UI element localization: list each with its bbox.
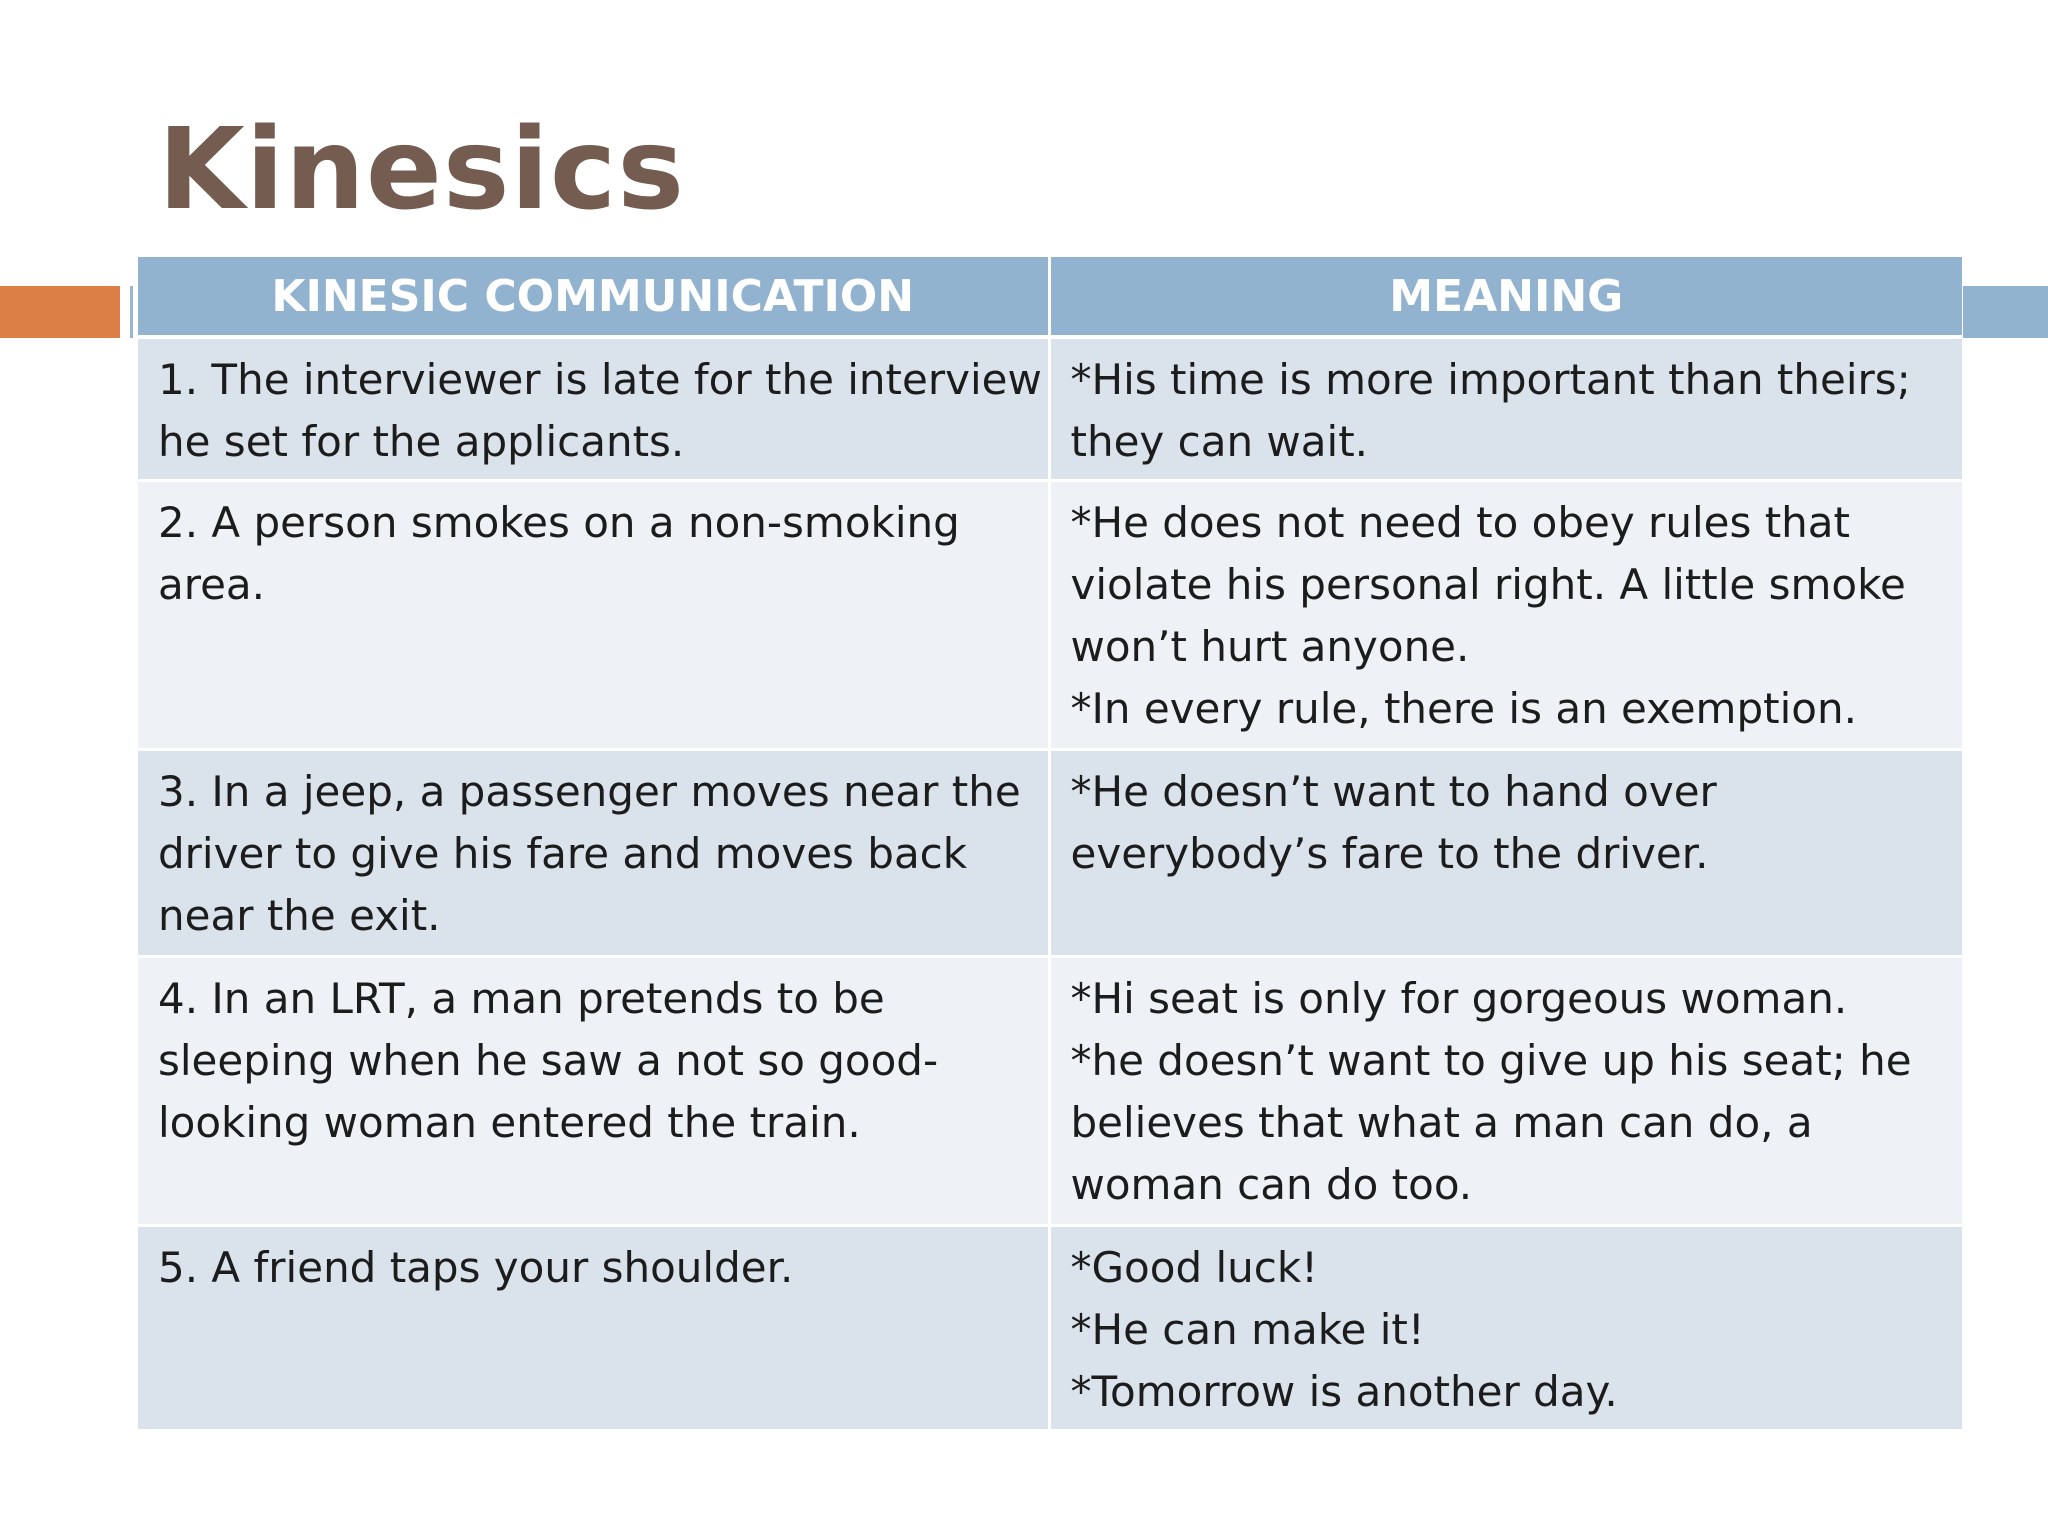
accent-tick-left xyxy=(130,286,133,338)
kinesics-table xyxy=(138,257,1962,1432)
cell-line: *He can make it! xyxy=(1070,1305,1425,1354)
table-row xyxy=(138,1226,1962,1431)
cell-line: looking woman entered the train. xyxy=(158,1098,861,1147)
cell-line: 4. In an LRT, a man pretends to be xyxy=(158,974,885,1023)
table-header-row xyxy=(138,257,1962,337)
cell-line: *He doesn’t want to hand over xyxy=(1070,767,1717,816)
cell-line: believes that what a man can do, a xyxy=(1070,1098,1813,1147)
communication-cell xyxy=(138,337,1049,481)
cell-line: *Good luck! xyxy=(1070,1243,1318,1292)
communication-cell xyxy=(138,1226,1049,1431)
cell-line: violate his personal right. A little smoke xyxy=(1070,560,1906,609)
cell-line: *In every rule, there is an exemption. xyxy=(1070,684,1857,733)
cell-line: driver to give his fare and moves back xyxy=(158,829,968,878)
meaning-cell xyxy=(1049,957,1962,1226)
cell-line: woman can do too. xyxy=(1070,1160,1473,1209)
meaning-cell xyxy=(1049,1226,1962,1431)
cell-line: 3. In a jeep, a passenger moves near the xyxy=(158,767,1021,816)
table-row xyxy=(138,957,1962,1226)
cell-line: *His time is more important than theirs; xyxy=(1070,355,1911,404)
cell-line: 5. A friend taps your shoulder. xyxy=(158,1243,794,1292)
table-row xyxy=(138,481,1962,750)
cell-line: area. xyxy=(158,560,266,609)
header-meaning: MEANING xyxy=(1049,257,1962,337)
cell-line: *He does not need to obey rules that xyxy=(1070,498,1850,547)
table-row xyxy=(138,337,1962,481)
cell-line: *Tomorrow is another day. xyxy=(1070,1367,1618,1416)
meaning-cell xyxy=(1049,481,1962,750)
slide-title: Kinesics xyxy=(158,105,685,235)
accent-bar-right xyxy=(1963,286,2048,338)
table-row xyxy=(138,750,1962,957)
cell-line: sleeping when he saw a not so good- xyxy=(158,1036,939,1085)
communication-cell xyxy=(138,957,1049,1226)
accent-bar-left xyxy=(0,286,120,338)
meaning-cell xyxy=(1049,337,1962,481)
cell-line: he set for the applicants. xyxy=(158,417,685,466)
cell-line: *Hi seat is only for gorgeous woman. xyxy=(1070,974,1848,1023)
communication-cell xyxy=(138,750,1049,957)
cell-line: 2. A person smokes on a non-smoking xyxy=(158,498,960,547)
cell-line: 1. The interviewer is late for the interview xyxy=(158,355,1042,404)
communication-cell xyxy=(138,481,1049,750)
cell-line: they can wait. xyxy=(1070,417,1369,466)
cell-line: *he doesn’t want to give up his seat; he xyxy=(1070,1036,1912,1085)
cell-line: near the exit. xyxy=(158,891,441,940)
cell-line: won’t hurt anyone. xyxy=(1070,622,1470,671)
header-kinesic-communication: KINESIC COMMUNICATION xyxy=(138,257,1049,337)
cell-line: everybody’s fare to the driver. xyxy=(1070,829,1709,878)
meaning-cell xyxy=(1049,750,1962,957)
